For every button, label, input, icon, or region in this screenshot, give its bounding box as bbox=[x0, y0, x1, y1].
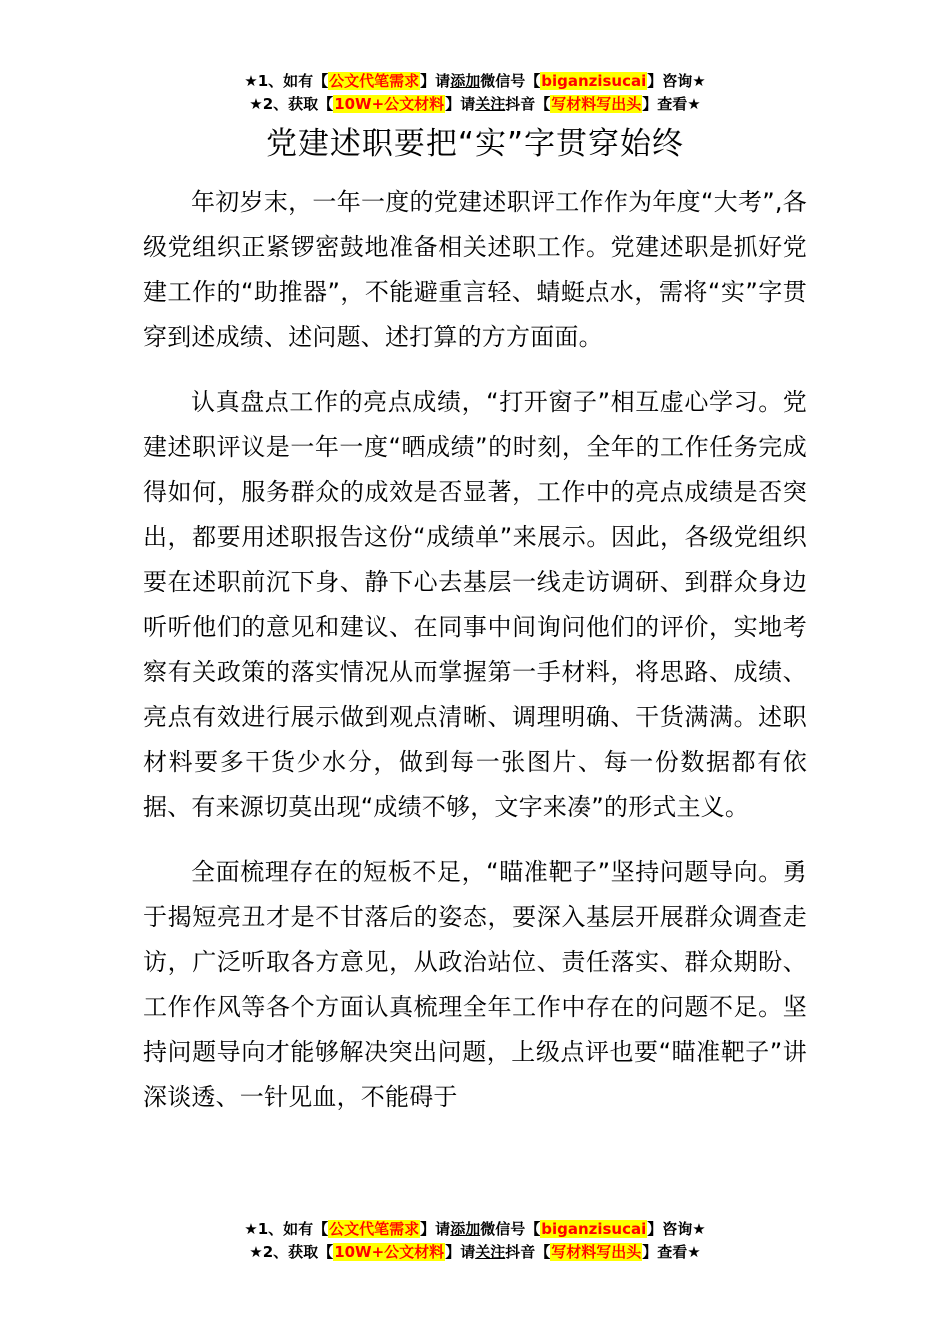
banner-text: 】请 bbox=[445, 95, 476, 113]
underlined-text: 添加 bbox=[450, 72, 481, 90]
banner-text: 】咨询★ bbox=[647, 1220, 706, 1238]
underlined-text: 关注 bbox=[475, 95, 506, 113]
banner-line-2 bbox=[0, 1241, 950, 1264]
paragraph-3: 全面梳理存在的短板不足，“瞄准靶子”坚持问题导向。勇于揭短亮丑才是不甘落后的姿态，要深入基层开展群众调查走访，广泛听取各方意见，从政治站位、责任落实、群众期盼、工作作风等各个方面认真梳理全年工作中存在的问题不足。坚持问题导向才能够解决突出问题，上级点评也要“瞄准靶子”讲深谈透、一针见血，不能碍于 bbox=[143, 858, 807, 1111]
highlight-douyin: 写材料写出头 bbox=[551, 1243, 642, 1261]
highlight-materials: 10W+公文材料 bbox=[334, 1243, 445, 1261]
highlight-wechat-id: biganzisucai bbox=[541, 1220, 647, 1238]
banner-text: ★1、如有【 bbox=[244, 1220, 329, 1238]
banner-text: 】请 bbox=[420, 72, 451, 90]
banner-text: ★1、如有【 bbox=[244, 72, 329, 90]
banner-text: 抖音【 bbox=[505, 95, 551, 113]
highlight-service: 公文代笔需求 bbox=[329, 1220, 420, 1238]
footer-banner bbox=[0, 1218, 950, 1264]
paragraph-2: 认真盘点工作的亮点成绩，“打开窗子”相互虚心学习。党建述职评议是一年一度“晒成绩”的时刻，全年的工作任务完成得如何，服务群众的成效是否显著，工作中的亮点成绩是否突出，都要用述职报告这份“成绩单”来展示。因此，各级党组织要在述职前沉下身、静下心去基层一线走访调研、到群众身边听听他们的意见和建议、在同事中间询问他们的评价，实地考察有关政策的落实情况从而掌握第一手材料，将思路、成绩、亮点有效进行展示做到观点清晰、调理明确、干货满满。述职材料要多干货少水分，做到每一张图片、每一份数据都有依据、有来源切莫出现“成绩不够，文字来凑”的形式主义。 bbox=[143, 388, 807, 821]
banner-text: 抖音【 bbox=[505, 1243, 551, 1261]
banner-line-2 bbox=[0, 93, 950, 116]
banner-text: 】查看★ bbox=[642, 1243, 701, 1261]
banner-text: 】查看★ bbox=[642, 95, 701, 113]
header-banner bbox=[0, 70, 950, 116]
banner-text: 微信号【 bbox=[480, 72, 541, 90]
underlined-text: 添加 bbox=[450, 1220, 481, 1238]
banner-text: ★2、获取【 bbox=[249, 95, 334, 113]
banner-text: 】请 bbox=[420, 1220, 451, 1238]
banner-text: 】咨询★ bbox=[647, 72, 706, 90]
highlight-materials: 10W+公文材料 bbox=[334, 95, 445, 113]
banner-text: 】请 bbox=[445, 1243, 476, 1261]
document-body bbox=[143, 180, 807, 1140]
banner-line-1 bbox=[0, 1218, 950, 1241]
underlined-text: 关注 bbox=[475, 1243, 506, 1261]
paragraph-1: 年初岁末，一年一度的党建述职评工作作为年度“大考”,各级党组织正紧锣密鼓地准备相关述职工作。党建述职是抓好党建工作的“助推器”，不能避重言轻、蜻蜓点水，需将“实”字贯穿到述成绩、述问题、述打算的方方面面。 bbox=[143, 188, 807, 351]
banner-text: 微信号【 bbox=[480, 1220, 541, 1238]
highlight-wechat-id: biganzisucai bbox=[541, 72, 647, 90]
highlight-service: 公文代笔需求 bbox=[329, 72, 420, 90]
banner-line-1 bbox=[0, 70, 950, 93]
banner-text: ★2、获取【 bbox=[249, 1243, 334, 1261]
document-title: 党建述职要把“实”字贯穿始终 bbox=[265, 126, 685, 162]
highlight-douyin: 写材料写出头 bbox=[551, 95, 642, 113]
